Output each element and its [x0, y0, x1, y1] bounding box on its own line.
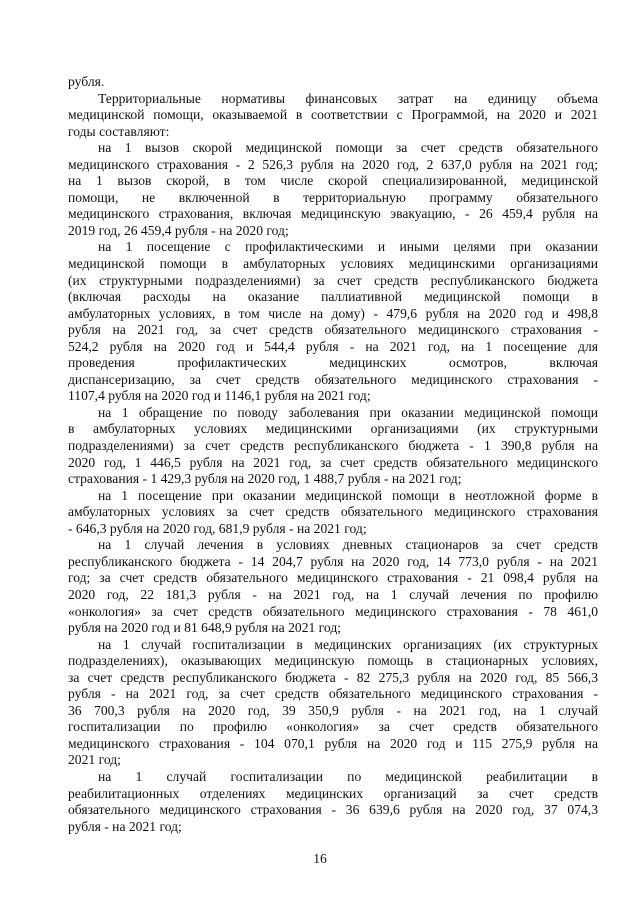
text-line: на 1 случай госпитализации в медицинских организациях (их структурных — [98, 636, 598, 652]
text-line: - 646,3 рубля на 2020 год, 681,9 рубля - на 2021 год; — [68, 520, 367, 536]
text-line: реабилитационных отделениях медицинских организаций за счет средств — [68, 785, 598, 801]
text-line: подразделениями) за счет средств республиканского бюджета - 1 390,8 рубля на — [68, 438, 598, 454]
text-line: «онкология» за счет средств обязательного медицинского страхования - 78 461,0 — [68, 603, 598, 619]
text-line: амбулаторных условиях, в том числе на дому) - 479,6 рубля на 2020 год и 498,8 — [68, 305, 598, 321]
text-line: 36 700,3 рубля на 2020 год, 39 350,9 рубля - на 2021 год, на 1 случай — [68, 702, 598, 718]
paragraph — [68, 488, 598, 538]
document-body — [68, 74, 598, 835]
text-line: годы составляют: — [68, 123, 170, 139]
paragraph — [68, 637, 598, 769]
text-line: на 1 случай лечения в условиях дневных стационаров за счет средств — [98, 537, 598, 553]
text-line: рубля - на 2021 год, за счет средств обязательного медицинского страхования - — [68, 686, 598, 702]
text-line: медицинской помощи, оказываемой в соответствии с Программой, на 2020 и 2021 — [68, 107, 598, 123]
text-line: 2020 год, 1 446,5 рубля на 2021 год, за счет средств обязательного медицинского — [68, 454, 598, 470]
text-line: на 1 случай госпитализации по медицинской реабилитации в — [98, 768, 598, 784]
paragraph — [68, 239, 598, 404]
text-line: страхования - 1 429,3 рубля на 2020 год, 1 488,7 рубля - на 2021 год; — [68, 471, 462, 487]
text-line: рубля на 2020 год и 81 648,9 рубля на 2021 год; — [68, 620, 342, 636]
text-line: рубля на 2021 год, за счет средств обязательного медицинского страхования - — [68, 322, 598, 338]
text-line: на 1 посещение при оказании медицинской помощи в неотложной форме в — [98, 487, 598, 503]
paragraph — [68, 769, 598, 835]
text-line: обязательного медицинского страхования - 36 639,6 рубля на 2020 год, 37 074,3 — [68, 802, 598, 818]
text-line: проведения профилактических медицинских осмотров, включая — [68, 355, 598, 371]
text-line: за счет средств республиканского бюджета - 82 275,3 рубля на 2020 год, 85 566,3 — [68, 669, 598, 685]
text-line: в амбулаторных условиях медицинскими организациями (их структурными — [68, 421, 598, 437]
text-line: Территориальные нормативы финансовых затрат на единицу объема — [98, 90, 598, 106]
text-line: (включая расходы на оказание паллиативной медицинской помощи в — [68, 289, 598, 305]
text-line: 2021 год; — [68, 752, 121, 768]
paragraph — [68, 74, 598, 91]
text-line: медицинского страхования - 2 526,3 рубля на 2020 год, 2 637,0 рубля на 2021 год; — [68, 156, 598, 172]
text-line: на 1 обращение по поводу заболевания при оказании медицинской помощи — [98, 404, 598, 420]
text-line: медицинского страхования - 104 070,1 рубля на 2020 год и 115 275,9 рубля на — [68, 735, 598, 751]
text-line: (их структурными подразделениями) за счет средств республиканского бюджета — [68, 272, 598, 288]
text-line: госпитализации по профилю «онкология» за счет средств обязательного — [68, 719, 598, 735]
paragraph — [68, 91, 598, 141]
paragraph — [68, 140, 598, 239]
text-line: 1107,4 рубля на 2020 год и 1146,1 рубля на 2021 год; — [68, 388, 371, 404]
text-line: диспансеризацию, за счет средств обязательного медицинского страхования - — [68, 371, 598, 387]
text-line: год; за счет средств обязательного медицинского страхования - 21 098,4 рубля на — [68, 570, 598, 586]
text-line: помощи, не включенной в территориальную программу обязательного — [68, 189, 598, 205]
paragraph — [68, 537, 598, 636]
text-line: рубля - на 2021 год; — [68, 818, 182, 834]
text-line: на 1 вызов скорой, в том числе скорой специализированной, медицинской — [68, 173, 598, 189]
text-line: на 1 посещение с профилактическими и иными целями при оказании — [98, 239, 598, 255]
page-number: 16 — [313, 851, 327, 866]
text-line: рубля. — [68, 74, 105, 89]
text-line: 2020 год, 22 181,3 рубля - на 2021 год, на 1 случай лечения по профилю — [68, 586, 598, 602]
text-line: 2019 год, 26 459,4 рубля - на 2020 год; — [68, 222, 289, 238]
text-line: амбулаторных условиях за счет средств обязательного медицинского страхования — [68, 504, 598, 520]
text-line: республиканского бюджета - 14 204,7 рубля на 2020 год, 14 773,0 рубля - на 2021 — [68, 553, 598, 569]
text-line: медицинской помощи в амбулаторных условиях медицинскими организациями — [68, 256, 598, 272]
text-line: подразделениях), оказывающих медицинскую помощь в стационарных условиях, — [68, 653, 598, 669]
text-line: на 1 вызов скорой медицинской помощи за счет средств обязательного — [98, 140, 598, 156]
paragraph — [68, 405, 598, 488]
text-line: 524,2 рубля на 2020 год и 544,4 рубля - на 2021 год, на 1 посещение для — [68, 338, 598, 354]
text-line: медицинского страхования, включая медицинскую эвакуацию, - 26 459,4 рубля на — [68, 206, 598, 222]
